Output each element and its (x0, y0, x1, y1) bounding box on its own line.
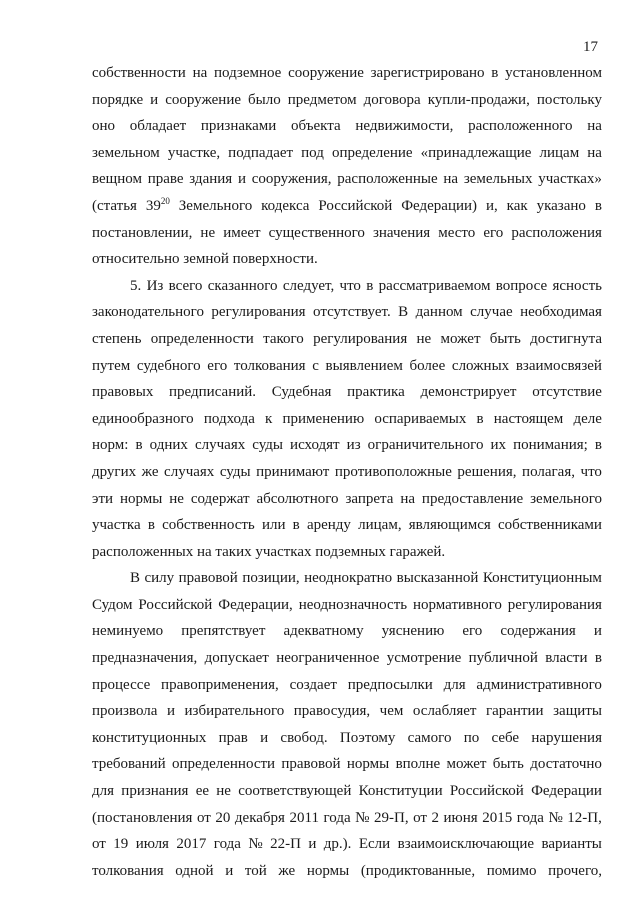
word: неоднократно (304, 570, 393, 587)
word: не (216, 783, 231, 800)
word: с (312, 357, 319, 374)
word: Из (146, 277, 164, 294)
word: одной (175, 862, 214, 879)
word: от (92, 836, 106, 853)
word: подпадает (228, 144, 294, 161)
word: для (92, 783, 115, 800)
text-line (92, 432, 602, 459)
word: № (548, 809, 563, 826)
word: процессе (92, 676, 151, 693)
word: обладает (129, 118, 187, 135)
text-line (92, 539, 602, 566)
text-line (92, 299, 602, 326)
word: принимают (256, 463, 330, 480)
word: произвола (92, 703, 158, 720)
word: земельных (463, 171, 533, 188)
word: сооружение (165, 91, 242, 108)
word: случаях (164, 463, 215, 480)
word: по (463, 729, 480, 746)
word: как (506, 197, 528, 214)
word: года (323, 809, 351, 826)
word: толкования (92, 862, 164, 879)
word: и, (485, 197, 498, 214)
word: содержат (190, 490, 250, 507)
word: аренду (306, 517, 351, 534)
word: нормы (306, 862, 350, 879)
word: определенности (171, 756, 276, 773)
word: здания (189, 171, 233, 188)
text-line (92, 672, 602, 699)
word: суды (219, 463, 251, 480)
word: решения, (457, 463, 517, 480)
word: и (166, 703, 175, 720)
word: Судом (92, 596, 133, 613)
word: указано (536, 197, 586, 214)
word: вполне (395, 756, 441, 773)
word: декабря (234, 809, 285, 826)
word: 29-П, (374, 809, 409, 826)
text-line (92, 220, 602, 247)
word: быть (492, 756, 524, 773)
word: прочего, (548, 862, 602, 879)
word: уяснению (381, 623, 445, 640)
word: расположения (511, 224, 602, 241)
word: следует, (282, 277, 335, 294)
word: (статья (92, 197, 137, 214)
word: отсутствие (532, 384, 602, 401)
word: что (339, 277, 361, 294)
word: предписаний. (169, 384, 257, 401)
word: на (192, 65, 208, 81)
word: в (135, 437, 143, 454)
word: расположенных (92, 543, 194, 560)
word: для (443, 676, 466, 693)
word: июля (135, 836, 169, 853)
word: года (516, 809, 544, 826)
word: публичной (468, 650, 538, 667)
word: данном (415, 304, 463, 321)
word: расположенные (337, 171, 438, 188)
word: или (261, 517, 286, 534)
word: кодекса (261, 197, 310, 214)
text-line (92, 326, 602, 353)
word: силу (144, 570, 175, 587)
word: таких (215, 543, 252, 560)
word: сооружение (288, 65, 364, 81)
word: лицам, (358, 517, 402, 534)
word: объекта (291, 118, 341, 135)
text-line (92, 725, 602, 752)
word: власти (545, 650, 588, 667)
text-line (92, 193, 602, 220)
word: чем (379, 703, 404, 720)
word: той (244, 862, 267, 879)
word: и (150, 91, 159, 108)
word: нормы (346, 756, 390, 773)
word: сооружения, (251, 171, 332, 188)
text-line (92, 353, 602, 380)
text-line (92, 459, 602, 486)
word: предназначения, (92, 650, 198, 667)
text-line (92, 778, 602, 805)
word: земной (183, 251, 229, 268)
word: одних (149, 437, 188, 454)
word: В (398, 304, 409, 321)
word: купли-продажи, (427, 91, 530, 108)
word: от (413, 809, 427, 826)
word: путем (92, 357, 131, 374)
text-line (92, 618, 602, 645)
word: неминуемо (92, 623, 164, 640)
word: 2 (431, 809, 439, 826)
word: и (593, 623, 602, 640)
word: более (409, 357, 446, 374)
word: поверхности. (232, 251, 318, 268)
word: их (490, 437, 507, 454)
word: создает (289, 676, 337, 693)
word: что (580, 463, 602, 480)
word: предоставление (421, 490, 524, 507)
word: не (416, 330, 432, 347)
word: постановлении, (92, 224, 193, 241)
word: правосудия, (293, 703, 371, 720)
word: июня (443, 809, 478, 826)
word: настоящем (493, 410, 564, 427)
word: участка (92, 517, 141, 534)
word: нормативного (412, 596, 502, 613)
word: в (491, 65, 499, 81)
word: себе (491, 729, 520, 746)
text-line (92, 406, 602, 433)
text-line (92, 87, 602, 114)
word: на (443, 171, 459, 188)
word: сложных (451, 357, 510, 374)
word: быть (489, 330, 521, 347)
word: может (446, 756, 487, 773)
word: являющимся (408, 517, 491, 534)
word: противоположные (334, 463, 452, 480)
text-line (92, 565, 602, 592)
word: земельном (92, 144, 160, 161)
word: правоприменения, (161, 676, 279, 693)
word: не (200, 224, 216, 241)
word: нормы (119, 490, 163, 507)
word: же (278, 862, 296, 879)
word: ограничительного (367, 437, 484, 454)
word: Российской (449, 783, 524, 800)
word: демонстрирует (420, 384, 517, 401)
word: расположенного (468, 118, 573, 135)
word: других (92, 463, 137, 480)
word: правовой (281, 756, 341, 773)
word: Если (358, 836, 391, 853)
word: самого (407, 729, 452, 746)
word: прав (218, 729, 248, 746)
word: правовых (92, 384, 154, 401)
word: ясность (552, 277, 602, 294)
word: года (213, 836, 241, 853)
word: требований (92, 756, 166, 773)
word: всего (168, 277, 203, 294)
word: признаками (200, 118, 277, 135)
word: относительно (92, 251, 180, 268)
word: Федерации (531, 783, 602, 800)
word: имеет (223, 224, 261, 241)
word: его (462, 623, 483, 640)
word: исходят (290, 437, 340, 454)
word: на (400, 490, 416, 507)
page-number: 17 (583, 39, 598, 55)
word: земельного (530, 490, 602, 507)
word: собственность (162, 517, 255, 534)
word: в (292, 517, 300, 534)
word: 2011 (289, 809, 319, 826)
word: абсолютного (256, 490, 339, 507)
word: варианты (541, 836, 602, 853)
word: в (594, 197, 602, 214)
word: судебного (136, 357, 201, 374)
word: законодательного (92, 304, 204, 321)
word: № (248, 836, 263, 853)
word: взаимоисключающие (397, 836, 535, 853)
word: вещном (92, 171, 142, 188)
word: регулирования (507, 596, 602, 613)
word: может (440, 330, 481, 347)
word: практика (347, 384, 405, 401)
word: 12-П, (567, 809, 602, 826)
word: 20 (215, 809, 231, 826)
word: Поэтому (339, 729, 396, 746)
word: подземных (315, 543, 386, 560)
word: достигнута (530, 330, 602, 347)
word: ее (195, 783, 210, 800)
word: полагая, (522, 463, 575, 480)
text-line (92, 831, 602, 858)
text-line (92, 166, 602, 193)
word: адекватному (283, 623, 364, 640)
word: допускает (204, 650, 269, 667)
word: собственности (92, 65, 186, 81)
word: Судебная (271, 384, 332, 401)
word: применению (282, 410, 365, 427)
word: его (483, 224, 504, 241)
superscript: 20 (160, 195, 170, 206)
word: высказанной (396, 570, 479, 587)
word: Российской (318, 197, 393, 214)
word: (постановления (92, 809, 193, 826)
word: постольку (536, 91, 602, 108)
word: и (225, 862, 234, 879)
word: 2017 (176, 836, 207, 853)
word: оспариваемых (374, 410, 467, 427)
word: на (587, 144, 602, 161)
word: случаях (194, 437, 246, 454)
text-line (92, 246, 602, 273)
text-line (92, 592, 602, 619)
word: эти (92, 490, 114, 507)
word: конституционных (92, 729, 207, 746)
word: (продиктованные, (360, 862, 476, 879)
word: нарушения (531, 729, 602, 746)
word: признания (121, 783, 189, 800)
word: свобод. (280, 729, 328, 746)
word: понимания; (513, 437, 588, 454)
word: в (594, 437, 602, 454)
word: др.). (323, 836, 352, 853)
word: 2015 (482, 809, 513, 826)
word: участках» (538, 171, 602, 188)
word: единообразного (92, 410, 194, 427)
word: $39^{20}$ (145, 195, 170, 214)
word: предметом (287, 91, 357, 108)
word: регулирования (313, 330, 408, 347)
word: такого (263, 330, 304, 347)
word: помимо (486, 862, 537, 879)
word: Конституции (358, 783, 443, 800)
word: праве (147, 171, 184, 188)
word: В (130, 570, 141, 587)
word: в (147, 517, 155, 534)
word: в (476, 410, 484, 427)
word: в (366, 277, 374, 294)
word: рассматриваемом (378, 277, 491, 294)
word: административного (476, 676, 602, 693)
text-line (92, 512, 602, 539)
word: и (260, 729, 269, 746)
text-line (92, 805, 602, 832)
text-line (92, 858, 602, 885)
word: препятствует (181, 623, 266, 640)
text-line (92, 698, 602, 725)
word: Конституционным (482, 570, 602, 587)
text-line (92, 273, 602, 300)
word: место (438, 224, 476, 241)
word: неоднозначность (298, 596, 408, 613)
text-line (92, 60, 602, 87)
word: в (594, 650, 602, 667)
word: гарантии (485, 703, 544, 720)
word: 19 (113, 836, 129, 853)
word: неограниченное (276, 650, 380, 667)
word: определение (331, 144, 413, 161)
document-body (92, 60, 602, 884)
text-line (92, 140, 602, 167)
word: взаимосвязей (515, 357, 602, 374)
word: значения (372, 224, 431, 241)
word: позиции, (242, 570, 300, 587)
word: и (237, 171, 246, 188)
word: сказанного (207, 277, 278, 294)
word: достаточно (530, 756, 602, 773)
word: № (355, 809, 370, 826)
word: толкования (233, 357, 306, 374)
word: к (265, 410, 273, 427)
word: порядке (92, 91, 144, 108)
word: было (248, 91, 281, 108)
word: на (587, 118, 602, 135)
word: деле (573, 410, 602, 427)
word: выявлением (325, 357, 403, 374)
word: степень (92, 330, 142, 347)
word: Российской (138, 596, 213, 613)
word: соответствующей (238, 783, 352, 800)
word: избирательного (184, 703, 285, 720)
word: на (196, 543, 212, 560)
word: случае (470, 304, 513, 321)
text-line (92, 486, 602, 513)
word: Федерации) (401, 197, 478, 214)
word: 5. (130, 277, 142, 294)
word: его (207, 357, 228, 374)
word: содержания (500, 623, 576, 640)
word: же (141, 463, 159, 480)
word: отсутствует. (313, 304, 391, 321)
word: оно (92, 118, 116, 135)
word: существенного (268, 224, 365, 241)
word: недвижимости, (355, 118, 454, 135)
word: Федерации, (218, 596, 293, 613)
word: собственниками (497, 517, 602, 534)
word: вопросе (495, 277, 548, 294)
word: участках (255, 543, 312, 560)
word: подземное (213, 65, 282, 81)
word: предпосылки (347, 676, 433, 693)
text-line (92, 645, 602, 672)
word: усмотрение (386, 650, 462, 667)
word: от (197, 809, 211, 826)
word: и (308, 836, 317, 853)
word: необходимая (520, 304, 602, 321)
word: установленном (505, 65, 602, 81)
word: договора (363, 91, 421, 108)
word: из (346, 437, 361, 454)
word: ослабляет (412, 703, 477, 720)
text-line (92, 751, 602, 778)
word: запрета (345, 490, 394, 507)
word: суды (252, 437, 283, 454)
word: правовой (178, 570, 238, 587)
word: участке, (167, 144, 221, 161)
text-line (92, 379, 602, 406)
word: норм: (92, 437, 129, 454)
text-line (92, 113, 602, 140)
word: лицам (539, 144, 580, 161)
word: зарегистрировано (370, 65, 485, 81)
word: «принадлежащие (420, 144, 532, 161)
word: определенности (150, 330, 254, 347)
word: подхода (203, 410, 255, 427)
word: 22-П (270, 836, 301, 853)
word: защиты (553, 703, 602, 720)
word: гаражей. (389, 543, 446, 560)
word: регулирования (211, 304, 306, 321)
word: не (169, 490, 184, 507)
word: под (301, 144, 324, 161)
word: Земельного (178, 197, 253, 214)
